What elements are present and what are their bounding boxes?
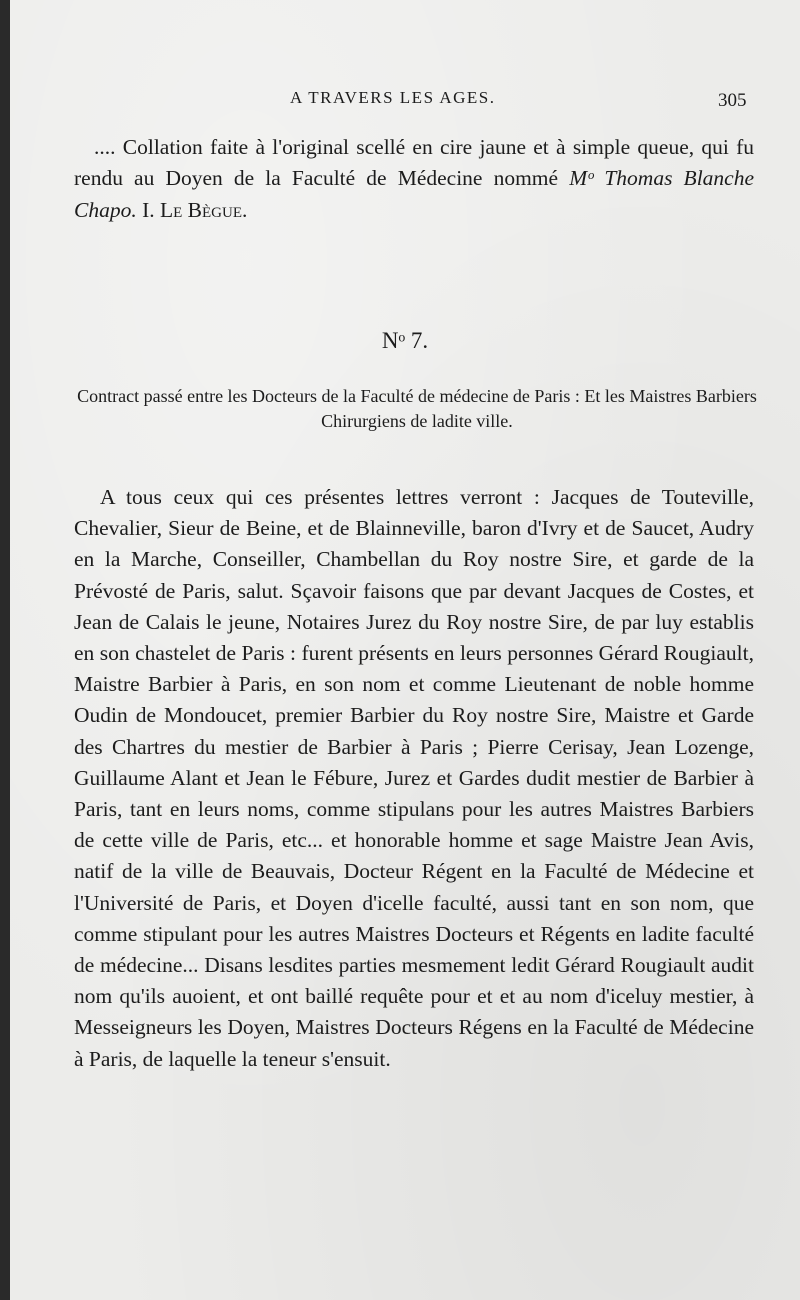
running-header bbox=[10, 88, 800, 118]
intro-name: Mᵒ Thomas Blanche Chapo. bbox=[74, 166, 754, 222]
intro-signature: I. Le Bègue. bbox=[136, 197, 248, 222]
book-page bbox=[10, 0, 800, 1300]
intro-lead: .... Collation faite à l'original scellé en cire jaune et à simple queue, qui fu rendu au Doyen de la Faculté de Médecine nommé bbox=[74, 135, 754, 191]
document-caption: Contract passé entre les Docteurs de la Faculté de médecine de Paris : Et les Maistres Barbiers Chirurgiens de ladite ville. bbox=[77, 386, 757, 431]
page-number: 305 bbox=[718, 90, 747, 111]
document-number: Nᵒ 7. bbox=[381, 328, 429, 353]
intro-paragraph bbox=[74, 132, 754, 226]
running-title: A TRAVERS LES AGES. bbox=[290, 88, 496, 107]
body-paragraph: A tous ceux qui ces présentes lettres verront : Jacques de Touteville, Chevalier, Sieur de Beine, et de Blainneville, baron d'Ivry et de Saucet, Audry en la Marche, Conseiller, Chambellan du Roy nostre Sire, et garde de la Prévosté de Paris, salut. Sçavoir faisons que par devant Jacques de Costes, et Jean de Calais le jeune, Notaires Jurez du Roy nostre Sire, de par luy establis en son chastelet de Paris : furent présents en leurs personnes Gérard Rougiault, Maistre Barbier à Paris, en son nom et comme Lieutenant de noble homme Oudin de Mondoucet, premier Barbier du Roy nostre Sire, Maistre et Garde des Chartres du mestier de Barbier à Paris ; Pierre Cerisay, Jean Lozenge, Guillaume Alant et Jean le Fébure, Jurez et Gardes dudit mestier de Barbier à Paris, tant en leurs noms, comme stipulans pour les autres Maistres Barbiers de cette ville de Paris, etc... et honorable homme et sage Maistre Jean Avis, natif de la ville de Beauvais, Docteur Régent en la Faculté de Médecine et l'Université de Paris, et Doyen d'icelle faculté, aussi tant en son nom, que comme stipulant pour les autres Maistres Docteurs et Régents en ladite faculté de médecine... Disans lesdites parties mesmement ledit Gérard Rougiault audit nom qu'ils auoient, et ont baillé requête pour et et au nom d'iceluy mestier, à Messeigneurs les Doyen, Maistres Docteurs Régens en la Faculté de Médecine à Paris, de laquelle la teneur s'ensuit. bbox=[74, 485, 754, 1071]
